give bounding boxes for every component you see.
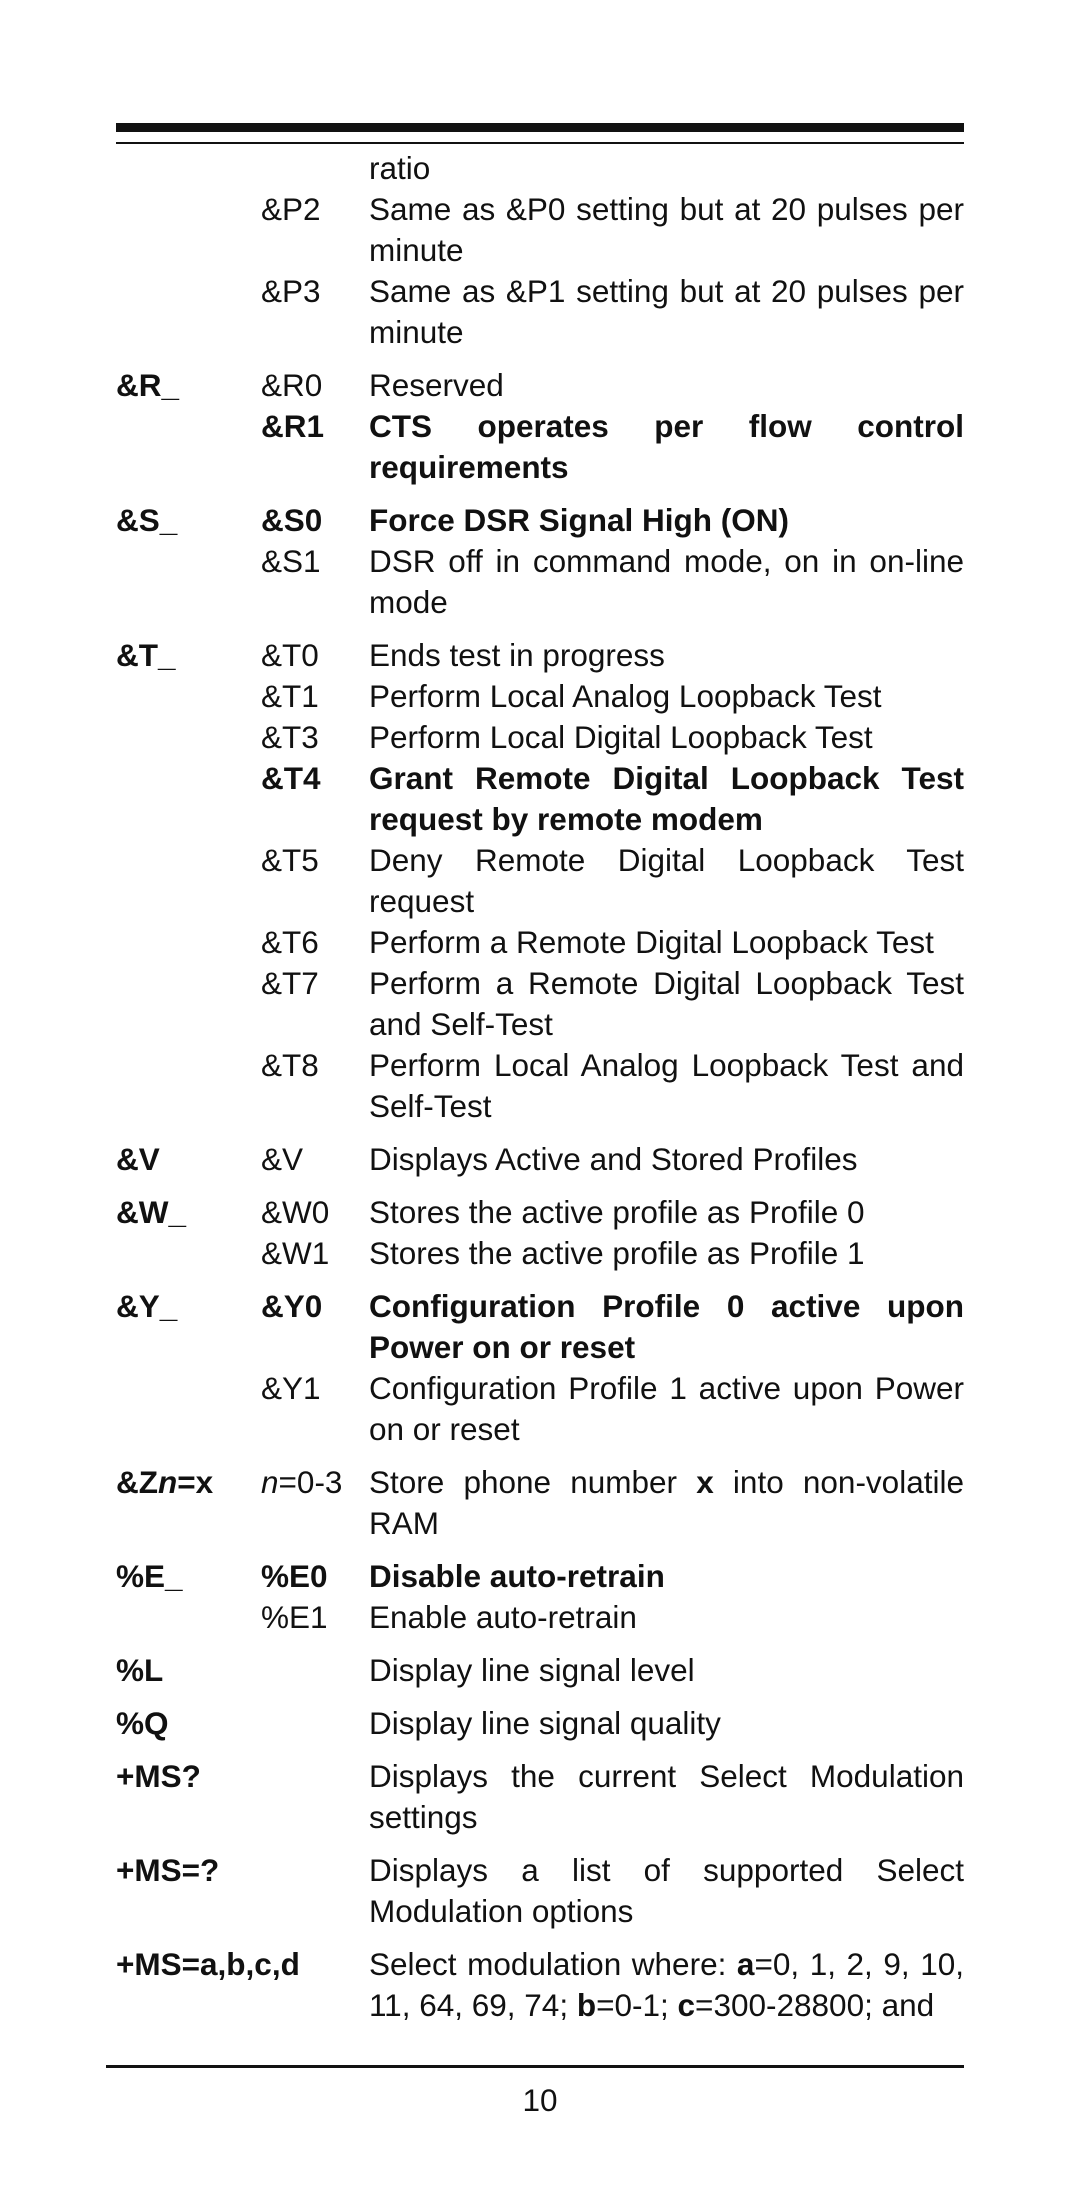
table-row: [116, 1597, 964, 1638]
command-cell: &W_: [116, 1194, 186, 1230]
footer-rule: [106, 2065, 964, 2068]
option-cell: [261, 1703, 369, 1744]
option-cell: &T7: [261, 965, 319, 1001]
command-cell: [116, 758, 261, 840]
page-number: 10: [522, 2082, 558, 2118]
description-cell: Display line signal level: [369, 1652, 695, 1688]
option-cell: &R1: [261, 408, 325, 444]
description-cell: Ends test in progress: [369, 637, 665, 673]
table-row-default: [116, 1556, 964, 1597]
description-cell: Deny Remote Digital Loopback Test request: [369, 842, 964, 919]
description-cell: Grant Remote Digital Loopback Test request by remote modem: [369, 760, 964, 837]
option-cell: &T6: [261, 924, 319, 960]
command-group-e: [116, 1556, 964, 1638]
option-cell: &T8: [261, 1047, 319, 1083]
command-cell: [116, 1233, 261, 1274]
command-cell: &S_: [116, 502, 178, 538]
param-c-values: =300-28800; and: [695, 1987, 935, 2023]
command-cell: [116, 922, 261, 963]
command-table: [116, 148, 964, 2038]
table-row: [116, 189, 964, 271]
description-cell: [369, 1944, 964, 2026]
table-row: [116, 1850, 964, 1932]
command-cell: [116, 271, 261, 353]
description-cell: Disable auto-retrain: [369, 1558, 665, 1594]
description-cell: Force DSR Signal High (ON): [369, 502, 790, 538]
command-group-ms-query: [116, 1756, 964, 1838]
option-cell: &T4: [261, 760, 321, 796]
description-cell: Perform a Remote Digital Loopback Test: [369, 924, 934, 960]
description-variable: x: [696, 1464, 714, 1500]
command-suffix: =x: [177, 1464, 214, 1500]
description-cell: DSR off in command mode, on in on-line mode: [369, 543, 964, 620]
table-row: [116, 1944, 964, 2026]
command-cell: &R_: [116, 367, 180, 403]
description-text: into non-volatile RAM: [369, 1464, 964, 1541]
command-variable: n: [158, 1464, 178, 1500]
command-group-v: [116, 1139, 964, 1180]
option-cell: [261, 1944, 369, 2026]
command-cell: +MS=a,b,c,d: [116, 1946, 300, 1982]
description-text: Select modulation where:: [369, 1946, 737, 1982]
table-row: [116, 148, 964, 189]
header-rule-thick: [116, 123, 964, 132]
command-group-l: [116, 1650, 964, 1691]
description-cell: Display line signal quality: [369, 1705, 721, 1741]
param-c: c: [677, 1987, 696, 2023]
description-cell: Perform Local Analog Loopback Test and Self-Test: [369, 1047, 964, 1124]
table-row: [116, 1650, 964, 1691]
command-cell: [116, 406, 261, 488]
table-row: [116, 1368, 964, 1450]
option-cell: &T3: [261, 719, 319, 755]
description-cell: Same as &P1 setting but at 20 pulses per minute: [369, 273, 964, 350]
table-row: [116, 1703, 964, 1744]
table-row-default: [116, 500, 964, 541]
table-row: [116, 635, 964, 676]
description-text: Store phone number: [369, 1464, 697, 1500]
description-cell: Configuration Profile 1 active upon Power on or reset: [369, 1370, 964, 1447]
option-cell: %E0: [261, 1558, 328, 1594]
command-cell: [116, 189, 261, 271]
command-cell: [116, 1597, 261, 1638]
option-cell: &S1: [261, 543, 321, 579]
command-cell: [116, 1368, 261, 1450]
option-range: =0-3: [278, 1464, 343, 1500]
command-cell: &T_: [116, 637, 176, 673]
table-row-default: [116, 1286, 964, 1368]
table-row: [116, 840, 964, 922]
table-row: [116, 1192, 964, 1233]
command-cell: +MS=?: [116, 1852, 220, 1888]
command-cell: [116, 148, 261, 189]
option-cell: &T0: [261, 637, 319, 673]
option-cell: &V: [261, 1141, 304, 1177]
table-row: [116, 1045, 964, 1127]
option-cell: &W0: [261, 1194, 330, 1230]
table-row: [116, 1233, 964, 1274]
command-cell: %E_: [116, 1558, 183, 1594]
command-cell: %Q: [116, 1705, 169, 1741]
command-group-q: [116, 1703, 964, 1744]
command-cell: &V: [116, 1141, 160, 1177]
table-row: [116, 922, 964, 963]
option-cell: &T1: [261, 678, 319, 714]
table-row-default: [116, 758, 964, 840]
table-row: [116, 717, 964, 758]
command-cell: [116, 840, 261, 922]
command-group-t: [116, 635, 964, 1127]
param-a-values: =0, 1, 2, 9, 10, 11, 64, 69, 74;: [369, 1946, 965, 2023]
description-cell: Perform Local Digital Loopback Test: [369, 719, 873, 755]
command-group-ms-set: [116, 1944, 964, 2026]
description-cell: Enable auto-retrain: [369, 1599, 637, 1635]
option-cell: &W1: [261, 1235, 330, 1271]
param-a: a: [736, 1946, 755, 1982]
command-cell: +MS?: [116, 1758, 201, 1794]
option-cell: &P3: [261, 273, 321, 309]
command-cell: [116, 1462, 261, 1544]
description-cell: Displays the current Select Modulation settings: [369, 1758, 964, 1835]
command-prefix: &Z: [116, 1464, 158, 1500]
description-cell: Displays a list of supported Select Modulation options: [369, 1852, 964, 1929]
table-row: [116, 1139, 964, 1180]
command-cell: [116, 676, 261, 717]
option-cell: &Y1: [261, 1370, 321, 1406]
table-row: [116, 1756, 964, 1838]
table-row: [116, 541, 964, 623]
command-group-p: [116, 148, 964, 353]
description-cell: Perform a Remote Digital Loopback Test and Self-Test: [369, 965, 964, 1042]
option-variable: n: [261, 1464, 279, 1500]
command-cell: [116, 963, 261, 1045]
table-row: [116, 676, 964, 717]
command-group-w: [116, 1192, 964, 1274]
table-row-default: [116, 406, 964, 488]
option-cell: %E1: [261, 1599, 328, 1635]
command-cell: [116, 541, 261, 623]
option-cell: [261, 1756, 369, 1838]
description-cell: Perform Local Analog Loopback Test: [369, 678, 882, 714]
option-cell: [261, 1850, 369, 1932]
table-row: [116, 271, 964, 353]
command-cell: %L: [116, 1652, 164, 1688]
description-cell: ratio: [369, 150, 431, 186]
command-group-r: [116, 365, 964, 488]
description-cell: Stores the active profile as Profile 1: [369, 1235, 865, 1271]
description-cell: CTS operates per flow control requirements: [369, 408, 964, 485]
description-cell: Same as &P0 setting but at 20 pulses per minute: [369, 191, 964, 268]
option-cell: &T5: [261, 842, 319, 878]
option-cell: [261, 1650, 369, 1691]
table-row: [116, 1462, 964, 1544]
command-cell: &Y_: [116, 1288, 178, 1324]
description-cell: [369, 1462, 964, 1544]
table-row: [116, 963, 964, 1045]
command-group-ms-list: [116, 1850, 964, 1932]
option-cell: [261, 148, 369, 189]
command-cell: [116, 1045, 261, 1127]
command-group-y: [116, 1286, 964, 1450]
header-rule-thin: [116, 142, 964, 144]
option-cell: &P2: [261, 191, 321, 227]
command-group-z: [116, 1462, 964, 1544]
option-cell: &S0: [261, 502, 323, 538]
option-cell: [261, 1462, 369, 1544]
description-cell: Stores the active profile as Profile 0: [369, 1194, 865, 1230]
param-b-values: =0-1;: [596, 1987, 678, 2023]
table-row: [116, 365, 964, 406]
command-group-s: [116, 500, 964, 623]
description-cell: Reserved: [369, 367, 504, 403]
param-b: b: [576, 1987, 597, 2023]
command-cell: [116, 717, 261, 758]
option-cell: &Y0: [261, 1288, 323, 1324]
option-cell: &R0: [261, 367, 323, 403]
description-cell: Displays Active and Stored Profiles: [369, 1141, 858, 1177]
description-cell: Configuration Profile 0 active upon Power on or reset: [369, 1288, 964, 1365]
